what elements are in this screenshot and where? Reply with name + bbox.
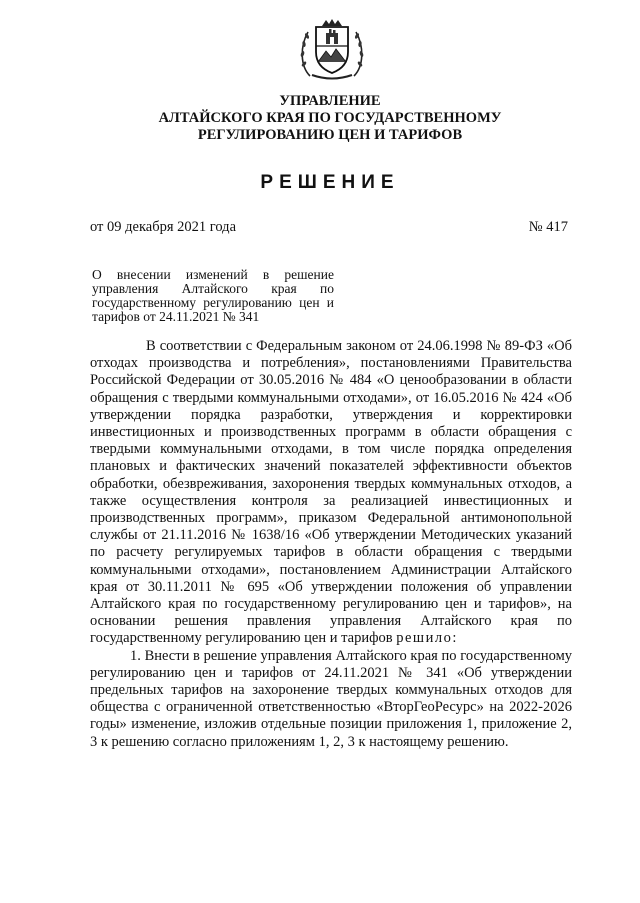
body-paragraph-2 [90, 648, 572, 751]
document-body [90, 338, 572, 751]
paragraph-2-text: 1. Внести в решение управления Алтайского края по государственному регулированию цен и тарифов от 24.11.2021 № 341 «Об утверждении предельных тарифов на захоронение твердых коммунальных отходов для общества с ограниченной ответственностью «ВторГеоРесурс» на 2022-2026 годы» изменение, изложив отдельные позиции приложения 1, приложение 2, 3 к решению согласно приложениям 1, 2, 3 к настоящему решению. [90, 647, 572, 750]
document-subject: О внесении изменений в решение управления Алтайского края по государственному регулированию цен и тарифов от 24.11.2021 № 341 [92, 267, 334, 324]
body-paragraph-1 [90, 338, 572, 648]
document-date: от 09 декабря 2021 года [90, 219, 236, 235]
document-number: № 417 [528, 219, 568, 235]
authority-line-1: УПРАВЛЕНИЕ [279, 93, 381, 109]
document-type-title: РЕШЕНИЕ [260, 172, 400, 193]
decision-word: решило: [396, 630, 458, 647]
authority-line-2: АЛТАЙСКОГО КРАЯ ПО ГОСУДАРСТВЕННОМУ [158, 110, 502, 126]
authority-name [80, 93, 580, 144]
paragraph-1-text: В соответствии с Федеральным законом от 24.06.1998 № 89-ФЗ «Об отходах производства и потребления», постановлениями Правительства Российской Федерации от 30.05.2016 № 484 «О ценообразовании в области обращения с твердыми коммунальными отходами», от 16.05.2016 № 424 «Об утверждении порядка разработки, утверждения и корректировки инвестиционных и производственных программ в области обращения с твердыми коммунальными отходами, в том числе порядка определения плановых и фактических значений показателей эффективности объектов обработки, обезвреживания, захоронения твердых коммунальных отходов, а также осуществления контроля за реализацией инвестиционных и производственных программ», приказом Федеральной антимонопольной службы от 21.11.2016 № 1638/16 «Об утверждении Методических указаний по расчету регулируемых тарифов в области обращения с твердыми коммунальными отходами», постановлением Администрации Алтайского края от 30.11.2011 № 695 «Об утверждении положения об управлении Алтайского края по государственному регулированию цен и тарифов», на основании решения правления управления Алтайского края по государственному регулированию цен и тарифов [90, 338, 572, 647]
authority-line-3: РЕГУЛИРОВАНИЮ ЦЕН И ТАРИФОВ [197, 127, 463, 143]
altai-krai-coat-of-arms-icon [298, 16, 366, 82]
